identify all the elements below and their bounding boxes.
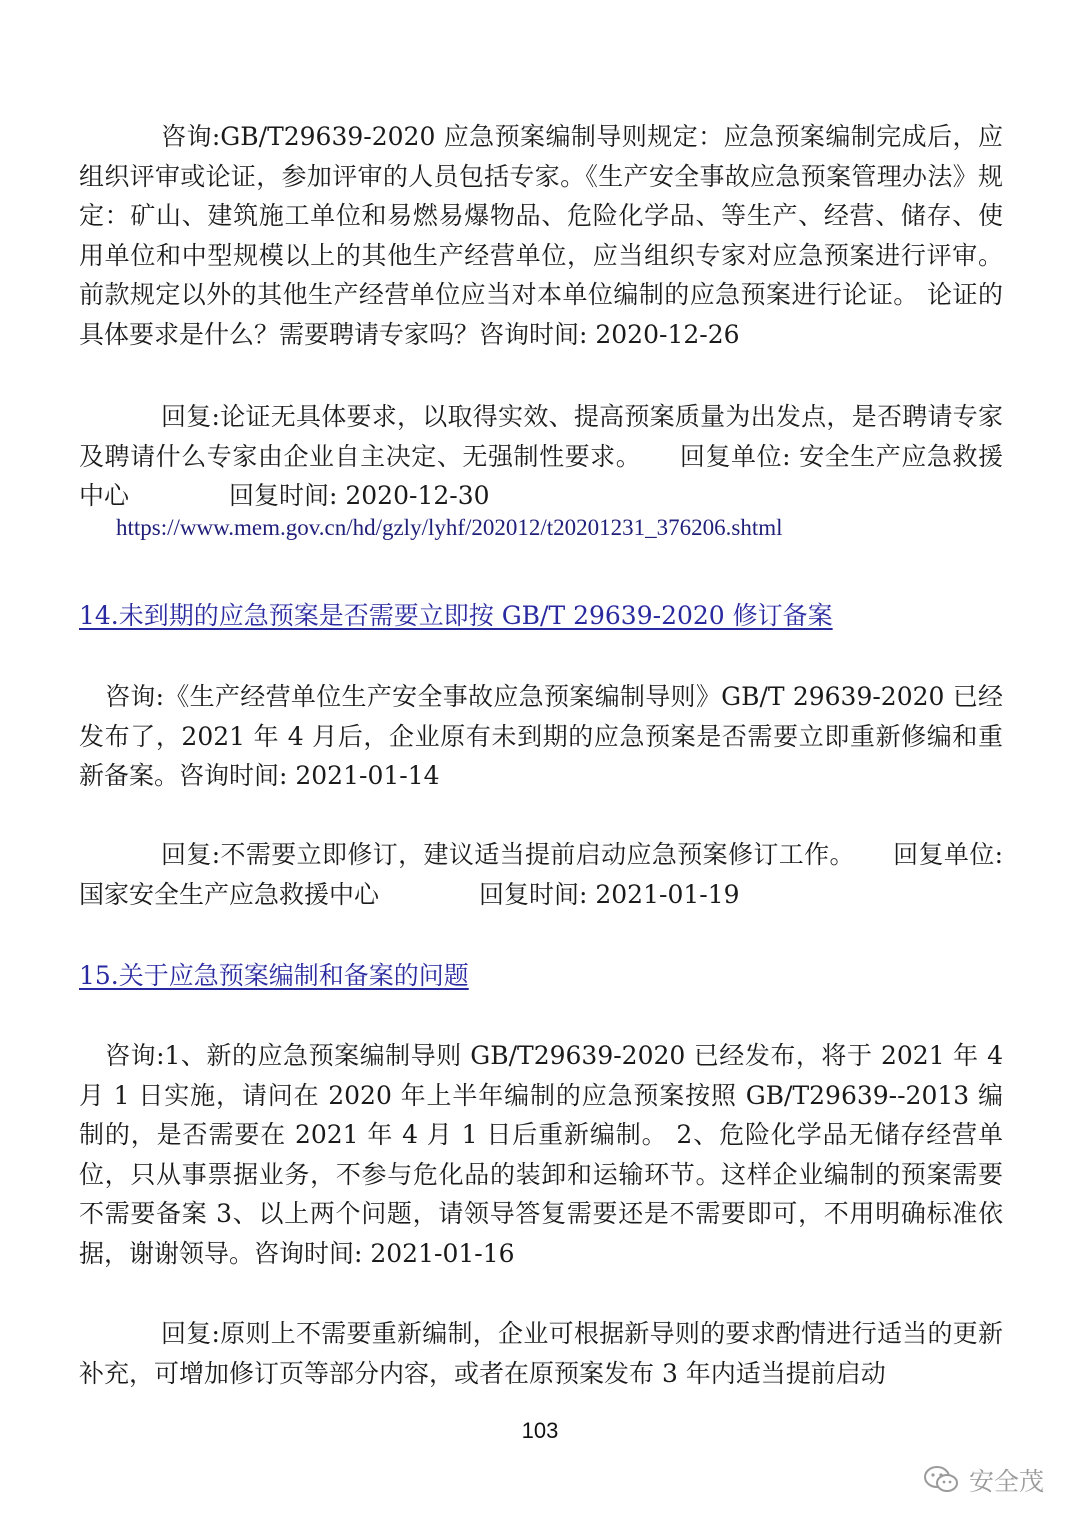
consult-paragraph-14: 咨询:《生产经营单位生产安全事故应急预案编制导则》GB/T 29639-2020 已经发布了，2021 年 4 月后，企业原有未到期的应急预案是否需要立即重新修编和重新备案。咨询时间: 2021-01-14 — [79, 682, 1003, 790]
section-heading-15[interactable]: 15.关于应急预案编制和备案的问题 — [79, 961, 469, 990]
watermark — [923, 1462, 1044, 1498]
reply-paragraph-15: 回复:原则上不需要重新编制，企业可根据新导则的要求酌情进行适当的更新补充，可增加修订页等部分内容，或者在原预案发布 3 年内适当提前启动 — [79, 1319, 1003, 1388]
reply-paragraph-13: 回复:论证无具体要求，以取得实效、提高预案质量为出发点，是否聘请专家及聘请什么专家由企业自主决定、无强制性要求。 回复单位: 安全生产应急救援中心 回复时间: 2020-12-30 — [79, 402, 1003, 510]
source-link[interactable]: https://www.mem.gov.cn/hd/gzly/lyhf/202012/t20201231_376206.shtml — [116, 515, 783, 540]
consult-paragraph-15: 咨询:1、新的应急预案编制导则 GB/T29639-2020 已经发布，将于 2021 年 4 月 1 日实施，请问在 2020 年上半年编制的应急预案按照 GB/T29639--2013 编制的，是否需要在 2021 年 4 月 1 日后重新编制。 2、危险化学品无储存经营单位，只从事票据业务，不参与危化品的装卸和运输环节。这样企业编制的预案需要不需要备案 3、以上两个问题，请领导答复需要还是不需要即可，不用明确标准依据，谢谢领导。咨询时间: 2021-01-16 — [79, 1041, 1003, 1268]
page-number: 103 — [521, 1418, 559, 1443]
reply-paragraph-14: 回复:不需要立即修订，建议适当提前启动应急预案修订工作。 回复单位: 国家安全生产应急救援中心 回复时间: 2021-01-19 — [79, 840, 1003, 909]
wechat-icon — [923, 1465, 959, 1495]
watermark-text: 安全茂 — [968, 1467, 1044, 1496]
consult-paragraph-13: 咨询:GB/T29639-2020 应急预案编制导则规定：应急预案编制完成后，应组织评审或论证，参加评审的人员包括专家。《生产安全事故应急预案管理办法》规定：矿山、建筑施工单位和易燃易爆物品、危险化学品、等生产、经营、储存、使用单位和中型规模以上的其他生产经营单位，应当组织专家对应急预案进行评审。前款规定以外的其他生产经营单位应当对本单位编制的应急预案进行论证。 论证的具体要求是什么？需要聘请专家吗？咨询时间: 2020-12-26 — [79, 122, 1003, 349]
section-heading-14[interactable]: 14.未到期的应急预案是否需要立即按 GB/T 29639-2020 修订备案 — [79, 601, 833, 630]
